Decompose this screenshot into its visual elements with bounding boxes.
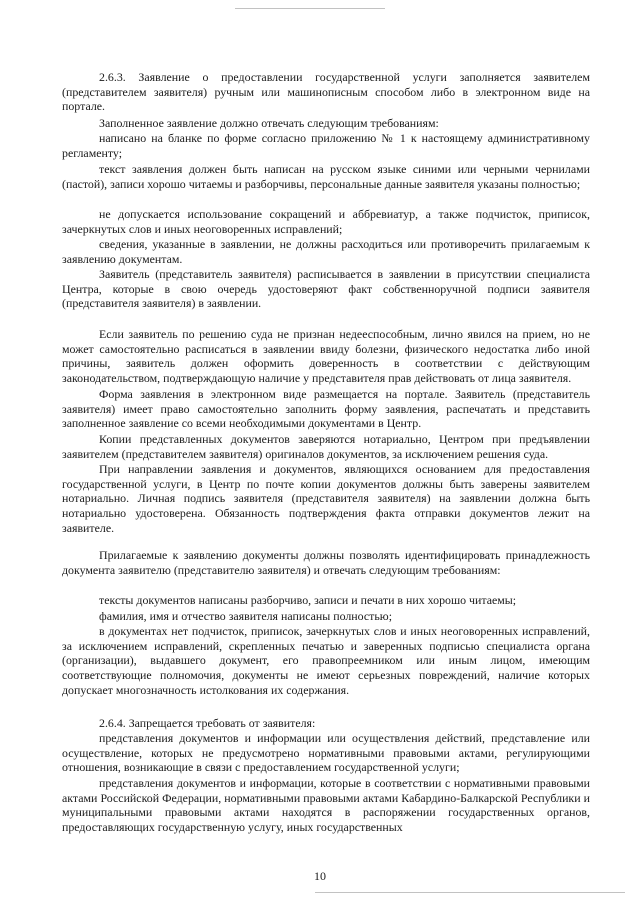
paragraph-full-name: фамилия, имя и отчество заявителя написаны полностью; xyxy=(99,609,392,623)
paragraph-requirements-intro: Заполненное заявление должно отвечать следующим требованиям: xyxy=(99,116,439,130)
scan-artifact-bottom xyxy=(315,892,625,893)
paragraph-prohibition-2: представления документов и информации, которые в соответствии с нормативными правовыми актами Российской Федерации, нормативными правовыми актами Кабардино-Балкарской Республики и муниципальными правовыми актами находятся в распоряжении государственных органов, предоставляющих государственную услугу, иных государственных xyxy=(62,776,590,835)
paragraph-ink-requirement: текст заявления должен быть написан на русском языке синими или черными чернилами (пастой), записи хорошо читаемы и разборчивы, персональные данные заявителя указаны полностью; xyxy=(62,162,590,191)
paragraph-legible: тексты документов написаны разборчиво, записи и печати в них хорошо читаемы; xyxy=(99,593,517,607)
paragraph-electronic-form: Форма заявления в электронном виде размещается на портале. Заявитель (представитель заявителя) имеет право самостоятельно заполнить форму заявления, распечатать и представить заполненное заявление со всеми необходимыми документами в Центр. xyxy=(62,387,590,431)
paragraph-prohibition-1: представления документов и информации или осуществления действий, представление или осуществление, которых не предусмотрено нормативными правовыми актами, регулирующими отношения, возникающие в связи с предоставлением государственной услуги; xyxy=(62,731,590,775)
paragraph-consistency: сведения, указанные в заявлении, не должны расходиться или противоречить прилагаемым к заявлению документам. xyxy=(62,237,590,266)
paragraph-attached-docs: Прилагаемые к заявлению документы должны позволять идентифицировать принадлежность документа заявителю (представителю заявителя) и отвечать следующим требованиям: xyxy=(62,548,590,577)
paragraph-2-6-3: 2.6.3. Заявление о предоставлении государственной услуги заполняется заявителем (представителем заявителя) ручным или машинописным способом либо в электронном виде на портале. xyxy=(62,70,590,114)
paragraph-2-6-4: 2.6.4. Запрещается требовать от заявителя: xyxy=(99,716,316,730)
page-number: 10 xyxy=(314,869,326,883)
paragraph-form-requirement: написано на бланке по форме согласно приложению № 1 к настоящему административному регламенту; xyxy=(62,131,590,160)
paragraph-no-abbreviations: не допускается использование сокращений и аббревиатур, а также подчисток, приписок, зачеркнутых слов и иных неоговоренных исправлений; xyxy=(62,207,590,236)
paragraph-copies: Копии представленных документов заверяются нотариально, Центром при предъявлении заявителем (представителем заявителя) оригиналов документов, за исключением решения суда. xyxy=(62,432,590,461)
scan-artifact-top xyxy=(235,8,385,9)
paragraph-no-erasures: в документах нет подчисток, приписок, зачеркнутых слов и иных неоговоренных исправлений, за исключением исправлений, скрепленных печатью и заверенных подписью специалиста органа (организации), выдавшего документ, его правопреемником или иным лицом, имеющим соответствующие полномочия, документы не имеют серьезных повреждений, наличие которых допускает многозначность истолкования их содержания. xyxy=(62,624,590,697)
paragraph-incapacity: Если заявитель по решению суда не признан недееспособным, лично явился на прием, но не может самостоятельно расписаться в заявлении ввиду болезни, физического недостатка либо иной причины, заявитель должен оформить доверенность в соответствии с действующим законодательством, подтверждающую наличие у представителя прав действовать от лица заявителя. xyxy=(62,327,590,386)
paragraph-mail: При направлении заявления и документов, являющихся основанием для предоставления государственной услуги, в Центр по почте копии документов должны быть заверены заявителем нотариально. Личная подпись заявителя (представителя заявителя) на заявлении должна быть нотариально удостоверена. Обязанность подтверждения факта отправки документов лежит на заявителе. xyxy=(62,462,590,535)
paragraph-signature: Заявитель (представитель заявителя) расписывается в заявлении в присутствии специалиста Центра, которые в свою очередь удостоверяют факт собственноручной подписи заявителя (представителя заявителя) в заявлении. xyxy=(62,267,590,311)
